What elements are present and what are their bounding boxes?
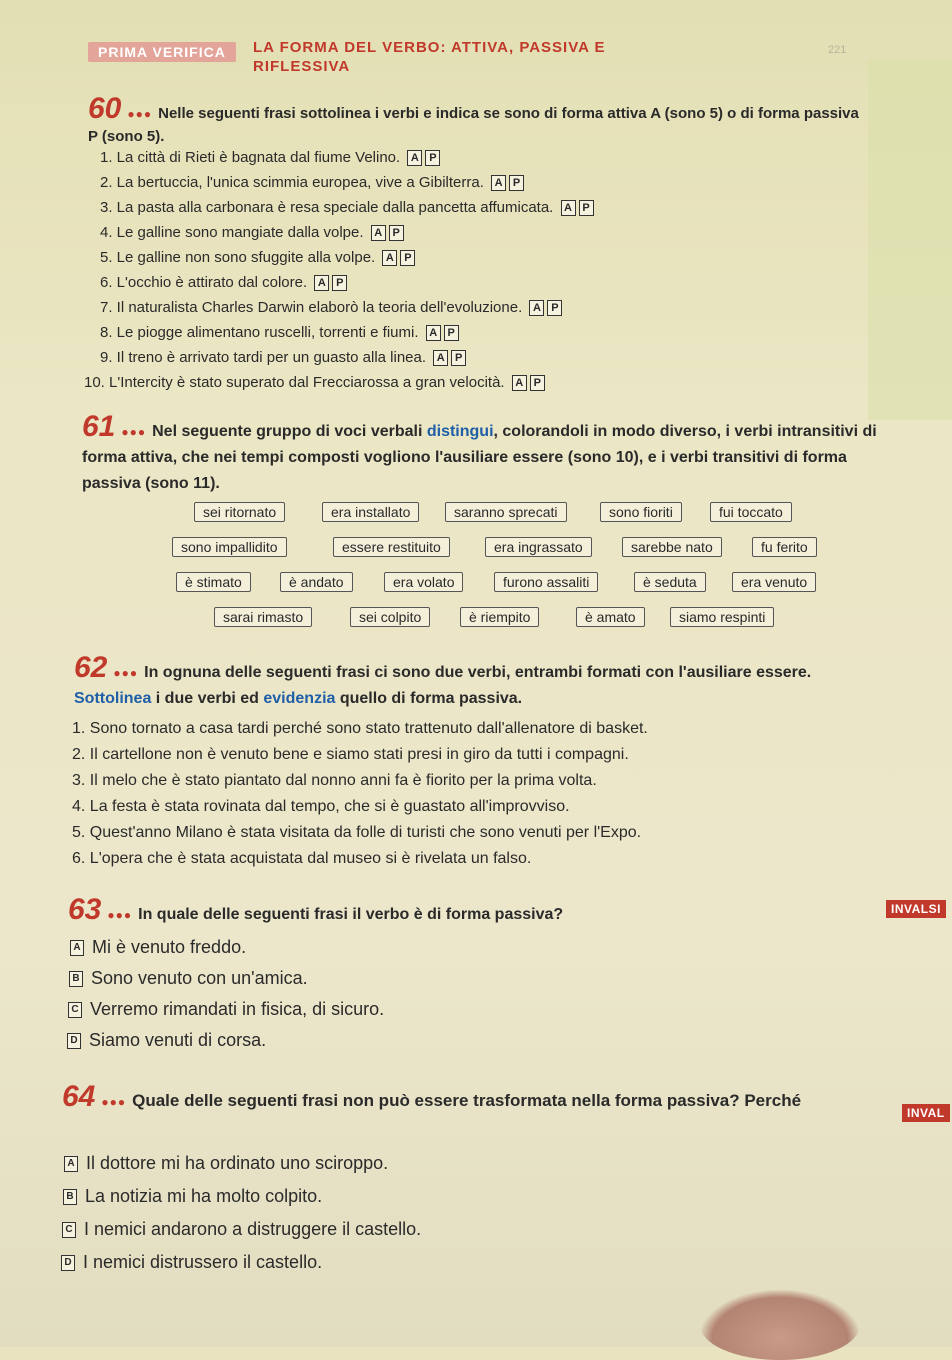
verb-chip[interactable]: furono assaliti (494, 572, 598, 592)
difficulty-dots: ●●● (101, 1095, 127, 1109)
answer-box-p[interactable]: P (332, 275, 347, 291)
sentence-text: 1. La città di Rieti è bagnata dal fiume Velino. (100, 149, 401, 166)
chip-row (172, 607, 832, 642)
exercise-62-heading (74, 651, 934, 712)
margin-band (868, 60, 952, 420)
verb-chip[interactable]: sono fioriti (600, 502, 682, 522)
option-text: I nemici distrussero il castello. (83, 1252, 323, 1272)
invalsi-badge: INVALSI (886, 900, 946, 918)
verb-chip[interactable]: è riempito (460, 607, 539, 627)
sentence-row (100, 345, 660, 370)
exercise-instruction: Nelle seguenti frasi sottolinea i verbi e indica se sono di forma attiva A (sono 5) o di forma passiva P (sono 5). (88, 105, 859, 145)
exercise-number: 62 (74, 651, 108, 684)
option-text: La notizia mi ha molto colpito. (85, 1186, 323, 1206)
answer-box-a[interactable]: A (382, 250, 397, 266)
option-letter-box[interactable]: D (67, 1033, 81, 1049)
answer-option[interactable] (70, 937, 246, 958)
exercise-63-heading (68, 893, 868, 927)
answer-box-a[interactable]: A (561, 200, 576, 216)
answer-box-a[interactable]: A (512, 375, 527, 391)
sentence-text: 7. Il naturalista Charles Darwin elaborò la teoria dell'evoluzione. (100, 299, 523, 316)
verb-chip[interactable]: fui toccato (710, 502, 792, 522)
sentence-text: 3. La pasta alla carbonara è resa speciale dalla pancetta affumicata. (100, 199, 554, 216)
answer-box-p[interactable]: P (579, 200, 594, 216)
difficulty-dots: ●●● (107, 908, 133, 922)
option-text: Sono venuto con un'amica. (91, 968, 308, 988)
answer-box-p[interactable]: P (451, 350, 466, 366)
exercise-60-list (84, 145, 660, 395)
answer-box-a[interactable]: A (529, 300, 544, 316)
chip-row (172, 572, 832, 607)
exercise-number: 64 (62, 1080, 96, 1113)
sentence-text: 8. Le piogge alimentano ruscelli, torrenti e fiumi. (100, 324, 419, 341)
option-letter-box[interactable]: B (63, 1189, 77, 1205)
verb-chip[interactable]: è stimato (176, 572, 251, 592)
verb-chip[interactable]: essere restituito (333, 537, 450, 557)
sentence-text: 4. Le galline sono mangiate dalla volpe. (100, 224, 364, 241)
verb-chip[interactable]: fu ferito (752, 537, 817, 557)
difficulty-dots: ●●● (113, 666, 139, 680)
difficulty-dots: ●●● (127, 107, 153, 121)
instruction-text: i due verbi ed (151, 690, 264, 707)
verb-chip[interactable]: era installato (322, 502, 419, 522)
answer-box-a[interactable]: A (371, 225, 386, 241)
verb-chip[interactable]: è seduta (634, 572, 706, 592)
keyword-distingui: distingui (426, 423, 494, 440)
exercise-instruction: Quale delle seguenti frasi non può essere trasformata nella forma passiva? Perché (132, 1091, 802, 1110)
sentence-row (100, 295, 660, 320)
verb-chip[interactable]: sei colpito (350, 607, 430, 627)
exercise-number: 61 (82, 410, 116, 443)
sentence-row (100, 270, 660, 295)
option-letter-box[interactable]: C (62, 1222, 76, 1238)
difficulty-dots: ●●● (121, 425, 147, 439)
verb-chip[interactable]: sarebbe nato (622, 537, 722, 557)
sentence-text: 6. L'occhio è attirato dal colore. (100, 274, 308, 291)
answer-option[interactable] (67, 1030, 266, 1051)
verb-chip[interactable]: è amato (576, 607, 645, 627)
answer-box-p[interactable]: P (530, 375, 545, 391)
answer-option[interactable] (68, 999, 384, 1020)
verb-chip[interactable]: era volato (384, 572, 463, 592)
verb-chip[interactable]: era ingrassato (485, 537, 592, 557)
answer-option[interactable] (61, 1252, 322, 1273)
verb-chip[interactable]: sono impallidito (172, 537, 287, 557)
option-text: Verremo rimandati in fisica, di sicuro. (90, 999, 385, 1019)
verb-chip[interactable]: sarai rimasto (214, 607, 312, 627)
verb-chip[interactable]: siamo respinti (670, 607, 774, 627)
exercise-60-heading (88, 92, 868, 148)
answer-box-a[interactable]: A (314, 275, 329, 291)
sentence-row (100, 195, 660, 220)
sentence-row: 4. La festa è stata rovinata dal tempo, che si è guastato all'improvviso. (72, 798, 570, 815)
verb-chip[interactable]: era venuto (732, 572, 816, 592)
verb-chips (172, 502, 832, 642)
exercise-number: 63 (68, 893, 102, 926)
chapter-title: LA FORMA DEL VERBO: ATTIVA, PASSIVA E RIFLESSIVA (253, 39, 606, 75)
invalsi-badge: INVAL (902, 1104, 950, 1122)
answer-box-p[interactable]: P (400, 250, 415, 266)
option-text: I nemici andarono a distruggere il castello. (84, 1219, 422, 1239)
option-text: Il dottore mi ha ordinato uno sciroppo. (86, 1153, 389, 1173)
option-letter-box[interactable]: B (69, 971, 83, 987)
page-number: 221 (828, 44, 847, 56)
answer-box-a[interactable]: A (426, 325, 441, 341)
sentence-row (100, 145, 660, 170)
sentence-text: 2. La bertuccia, l'unica scimmia europea, vive a Gibilterra. (100, 174, 484, 191)
answer-box-a[interactable]: A (407, 150, 422, 166)
verifica-badge: PRIMA VERIFICA (88, 42, 236, 62)
answer-option[interactable] (69, 968, 308, 989)
chip-row (172, 537, 832, 572)
sentence-row: 3. Il melo che è stato piantato dal nonno anni fa è fiorito per la prima volta. (72, 772, 597, 789)
answer-box-p[interactable]: P (547, 300, 562, 316)
sentence-row: 2. Il cartellone non è venuto bene e siamo stati presi in giro da tutti i compagni. (72, 746, 629, 763)
answer-box-a[interactable]: A (491, 175, 506, 191)
exercise-number: 60 (88, 92, 122, 125)
sentence-text: 5. Le galline non sono sfuggite alla volpe. (100, 249, 376, 266)
sentence-row (100, 320, 660, 345)
answer-box-p[interactable]: P (509, 175, 524, 191)
option-letter-box[interactable]: D (61, 1255, 75, 1271)
sentence-row: 5. Quest'anno Milano è stata visitata da folle di turisti che sono venuti per l'Expo. (72, 824, 642, 841)
sentence-text: 9. Il treno è arrivato tardi per un guasto alla linea. (100, 349, 427, 366)
sentence-row: 1. Sono tornato a casa tardi perché sono stato trattenuto dall'allenatore di basket. (72, 720, 648, 737)
answer-box-p[interactable]: P (389, 225, 404, 241)
sentence-text: 10. L'Intercity è stato superato dal Frecciarossa a gran velocità. (84, 374, 505, 391)
option-text: Mi è venuto freddo. (92, 937, 247, 957)
verb-chip[interactable]: è andato (280, 572, 353, 592)
keyword-evidenzia: evidenzia (263, 690, 336, 707)
option-text: Siamo venuti di corsa. (89, 1030, 267, 1050)
verb-chip[interactable]: saranno sprecati (445, 502, 567, 522)
verb-chip[interactable]: sei ritornato (194, 502, 285, 522)
option-letter-box[interactable]: A (70, 940, 84, 956)
option-letter-box[interactable]: C (68, 1002, 82, 1018)
option-letter-box[interactable]: A (64, 1156, 78, 1172)
sentence-row (84, 370, 660, 395)
page-header (88, 38, 848, 88)
keyword-sottolinea: Sottolinea (74, 690, 152, 707)
answer-box-a[interactable]: A (433, 350, 448, 366)
answer-option[interactable] (63, 1186, 322, 1207)
exercise-61-heading (82, 410, 892, 497)
sentence-row (100, 245, 660, 270)
exercise-instruction-a: Nel seguente gruppo di voci verbali (152, 423, 427, 440)
exercise-instruction: In quale delle seguenti frasi il verbo è di forma passiva? (138, 906, 564, 923)
instruction-text: quello di forma passiva. (335, 690, 523, 707)
chip-row (172, 502, 832, 537)
finger-shadow (700, 1290, 860, 1360)
sentence-row (100, 220, 660, 245)
exercise-62-list (72, 716, 892, 872)
answer-option[interactable] (62, 1219, 421, 1240)
answer-option[interactable] (64, 1153, 388, 1174)
answer-box-p[interactable]: P (444, 325, 459, 341)
exercise-instruction-1: In ognuna delle seguenti frasi ci sono due verbi, entrambi formati con l'ausiliare essere. (144, 664, 812, 681)
sentence-row (100, 170, 660, 195)
sentence-row: 6. L'opera che è stata acquistata dal museo si è rivelata un falso. (72, 850, 532, 867)
exercise-64-heading (62, 1080, 942, 1114)
answer-box-p[interactable]: P (425, 150, 440, 166)
exercise-instruction-c: , colorandoli in modo diverso, i verbi intransitivi di forma attiva, che nei tempi composti vogliono l'ausiliare essere (sono 10), e i verbi transitivi di forma passiva (sono 11). (82, 423, 877, 492)
